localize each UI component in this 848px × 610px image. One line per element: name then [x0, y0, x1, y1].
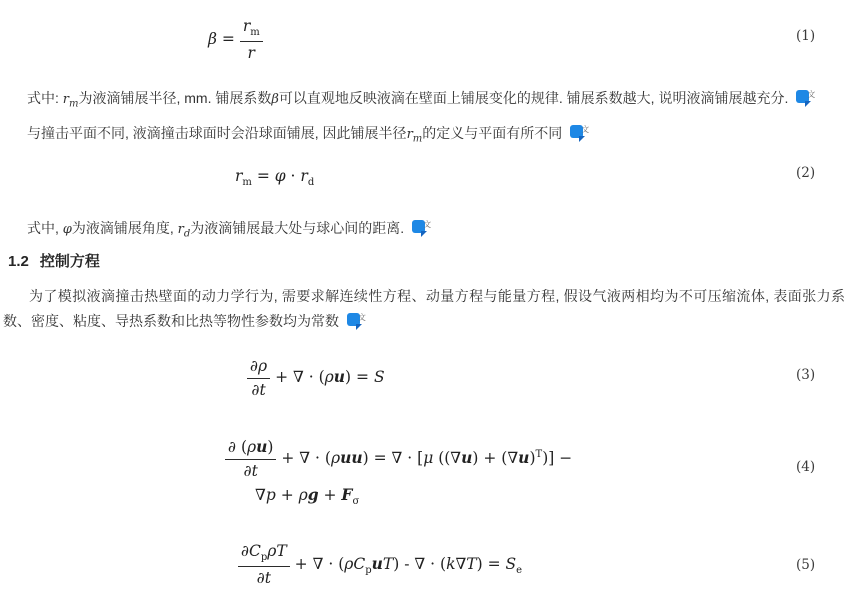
math-subscript: d	[307, 177, 315, 189]
math-token: u	[371, 553, 383, 573]
fraction	[240, 17, 263, 63]
math-token: t	[264, 569, 271, 588]
math-token: ∂	[250, 357, 259, 375]
translate-tail-icon	[805, 101, 811, 107]
math-token: )	[267, 438, 274, 456]
math-subscript: σ	[352, 496, 360, 508]
section-heading	[8, 250, 100, 271]
math-token: r	[300, 167, 308, 185]
math-token: + ∇ · (	[270, 368, 325, 387]
text-run: 为液滴铺展角度,	[71, 220, 178, 236]
math-token: )] −	[542, 449, 573, 468]
math-token: ) =	[476, 554, 506, 573]
math-token: +	[318, 486, 342, 505]
math-token: u	[333, 367, 346, 387]
math-token: t	[259, 380, 266, 399]
math-token: + ∇ · (	[276, 449, 331, 468]
math-subscript: p	[260, 552, 268, 564]
math-token: ) - ∇ · (	[393, 554, 447, 573]
math-token: ) = ∇ · [	[362, 449, 424, 468]
paragraph-1	[3, 87, 845, 116]
translate-wen-glyph: 文	[807, 90, 816, 99]
math-token: ∂	[243, 461, 252, 480]
math-token: ((	[433, 449, 451, 468]
math-token: u	[256, 437, 268, 456]
equation-3	[247, 357, 385, 399]
math-token: ρ	[324, 368, 334, 387]
text-run: 为液滴铺展最大处与球心间的距离.	[190, 220, 405, 236]
equation-2	[235, 167, 314, 188]
math-token: + ∇ · (	[289, 554, 345, 573]
translate-tail-icon	[356, 324, 362, 330]
math-var-beta: β	[271, 92, 279, 107]
math-token: ρT	[267, 542, 287, 560]
paragraph-2	[3, 122, 845, 151]
text-run: 为了模拟液滴撞击热壁面的动力学行为, 需要求解连续性方程、动量方程与能量方程, 假设气液两相均为不可压缩流体, 表面张力系数、密度、粘度、导热系数和比热等物性参数均为常数	[3, 288, 845, 329]
text-run: 为液滴铺展半径, mm. 铺展系数	[78, 90, 272, 106]
math-token: ρ	[258, 357, 268, 375]
math-token: μ	[423, 449, 434, 468]
math-token: t	[251, 461, 258, 480]
math-token: r	[247, 44, 255, 63]
fraction	[225, 438, 276, 480]
math-token: ρ	[247, 438, 257, 456]
equation-number-1: (1)	[796, 28, 816, 44]
math-subscript: e	[516, 564, 523, 576]
equation-number-2: (2)	[796, 165, 816, 181]
math-token: +	[275, 486, 299, 505]
math-token: T	[466, 554, 477, 573]
math-token: ∂	[251, 380, 260, 399]
paragraph-4	[3, 284, 845, 334]
math-token: u	[461, 448, 473, 468]
math-token: ) =	[345, 368, 374, 387]
translate-icon[interactable]	[796, 90, 827, 106]
math-token: φ	[274, 167, 286, 185]
math-superscript: T	[535, 448, 543, 460]
math-token: T	[382, 554, 394, 573]
equation-1	[208, 17, 263, 63]
translate-tail-icon	[421, 231, 427, 237]
math-token: ∂	[241, 542, 250, 560]
math-token: =	[251, 167, 275, 185]
translate-a-glyph: A	[570, 125, 583, 138]
translate-icon[interactable]	[347, 313, 380, 329]
math-token: p	[265, 486, 276, 505]
math-token: r	[242, 17, 251, 35]
math-var-rm: $r_m$	[62, 92, 79, 110]
section-number: 1.2	[8, 253, 29, 270]
equation-4	[225, 438, 572, 507]
math-token: S	[505, 554, 517, 573]
translate-icon[interactable]	[412, 220, 443, 236]
math-token: β	[208, 29, 217, 48]
fraction	[247, 357, 270, 399]
text-run: 式中,	[27, 220, 63, 236]
text-run: 与撞击平面不同, 液滴撞击球面时会沿球面铺展, 因此铺展半径	[27, 125, 407, 141]
text-run: 可以直观地反映液滴在壁面上铺展变化的规律. 铺展系数越大, 说明液滴铺展越充分.	[278, 90, 789, 106]
math-token: uu	[340, 448, 363, 468]
translate-a-glyph: A	[412, 220, 425, 233]
math-token: C	[249, 542, 261, 560]
paragraph-3	[3, 217, 845, 246]
math-token: )	[529, 449, 536, 468]
equation-number-4: (4)	[796, 459, 816, 475]
equation-4-line-1	[225, 438, 572, 480]
math-token: S	[373, 368, 385, 387]
translate-a-glyph: A	[796, 90, 809, 103]
text-run: 的定义与平面有所不同	[422, 125, 563, 141]
math-token: k	[446, 554, 456, 573]
math-token: ∇	[255, 486, 266, 505]
section-title: 控制方程	[39, 253, 100, 270]
equation-4-line-2	[255, 485, 572, 507]
fraction	[238, 542, 290, 588]
equation-number-3: (3)	[796, 367, 816, 383]
equation-number-5: (5)	[796, 557, 816, 573]
translate-tail-icon	[579, 136, 585, 142]
math-var-phi: φ	[62, 222, 72, 237]
math-subscript: m	[250, 27, 260, 39]
math-token: ∂	[256, 569, 265, 588]
equation-5	[238, 542, 522, 588]
math-token: r	[235, 167, 243, 185]
math-token: ) + (	[472, 449, 508, 468]
math-token: g	[307, 485, 319, 505]
math-token: ρC	[344, 554, 366, 573]
translate-a-glyph: A	[347, 313, 360, 326]
math-subscript: p	[365, 564, 372, 576]
math-token: F	[341, 485, 353, 505]
translate-wen-glyph: 文	[358, 313, 366, 322]
math-token: =	[216, 29, 240, 48]
math-token: u	[518, 448, 530, 468]
translate-wen-glyph: 文	[423, 220, 432, 229]
math-var-rd: $r_d$	[177, 222, 191, 240]
math-token: ∇	[450, 449, 462, 468]
math-token: ∇	[455, 554, 467, 573]
translate-wen-glyph: 文	[581, 125, 590, 134]
text-run: 式中:	[27, 90, 63, 106]
math-token: ∇	[507, 449, 519, 468]
math-token: ·	[285, 167, 301, 185]
math-token: ρ	[298, 486, 308, 505]
math-token: ρ	[330, 449, 341, 468]
translate-icon[interactable]	[570, 125, 601, 141]
math-var-rm: $r_m$	[406, 127, 423, 145]
math-subscript: m	[242, 177, 252, 189]
math-token: ∂ (	[228, 438, 247, 456]
